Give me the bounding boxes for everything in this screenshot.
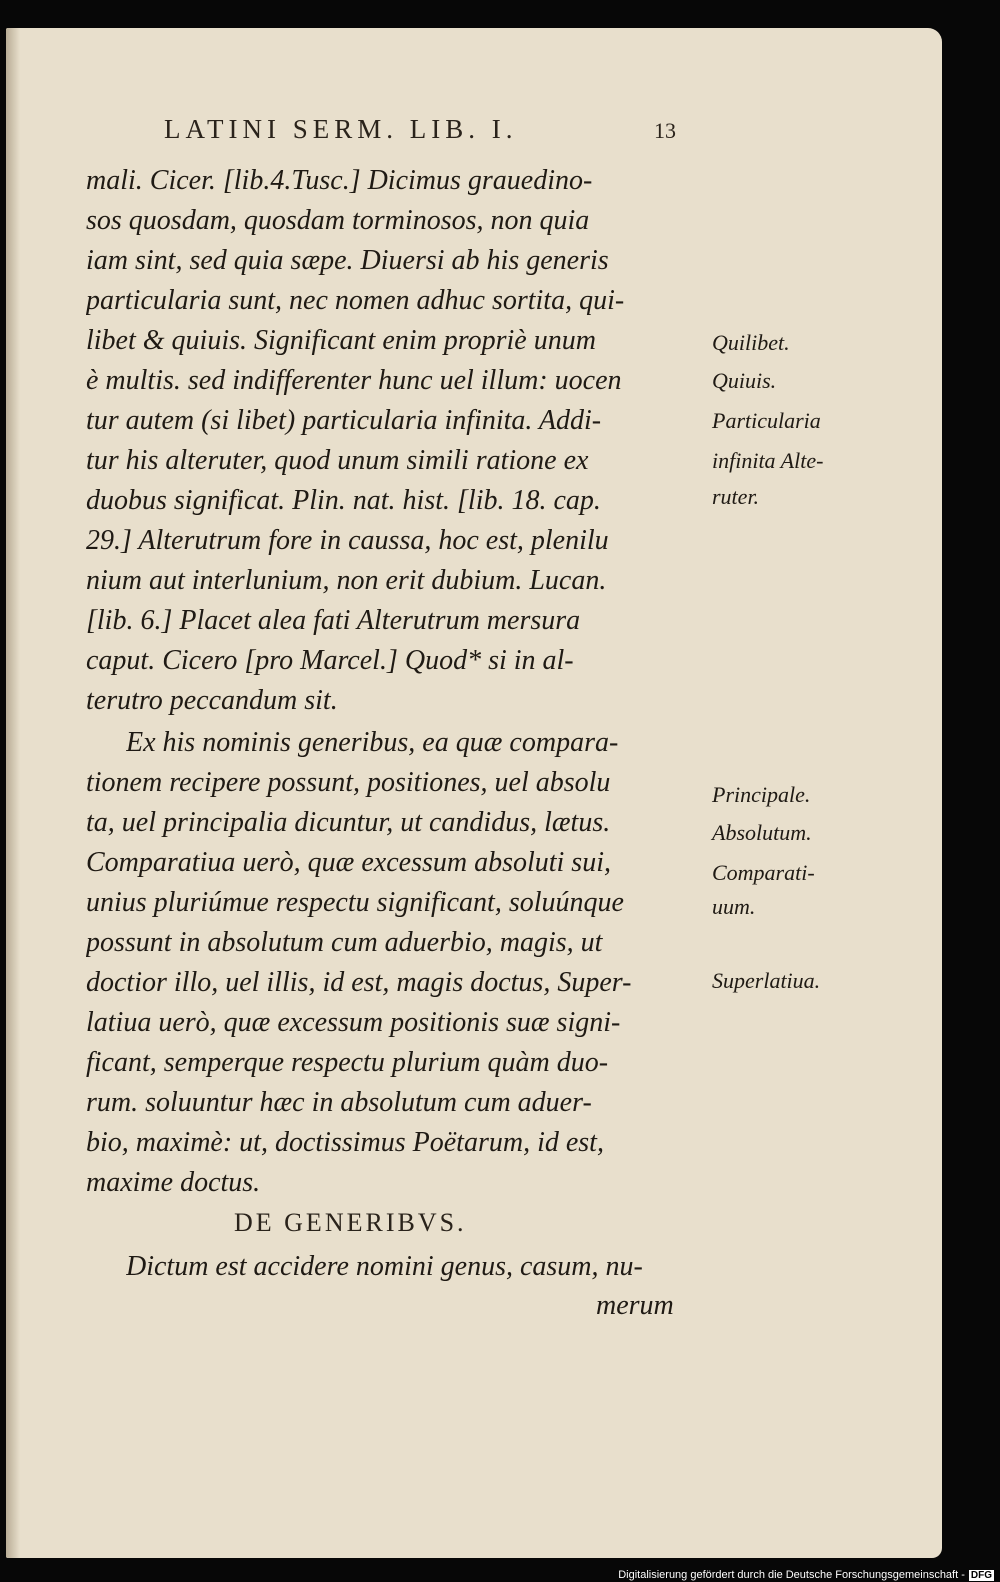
text-line: tur autem (si libet) particularia infinita. Addi- — [86, 405, 602, 436]
book-page — [6, 28, 942, 1558]
marginal-note: Absolutum. — [712, 820, 812, 845]
text-line: sos quosdam, quosdam torminosos, non quia — [86, 205, 590, 236]
marginal-note: Quilibet. — [712, 330, 790, 355]
text-line: ficant, semperque respectu plurium quàm duo- — [86, 1047, 609, 1078]
text-line: libet & quiuis. Significant enim propriè unum — [86, 325, 596, 356]
text-line: iam sint, sed quia sæpe. Diuersi ab his generis — [86, 245, 609, 276]
footer-text: Digitalisierung gefördert durch die Deutsche Forschungsgemeinschaft - — [618, 1569, 965, 1581]
dfg-logo: DFG — [970, 1570, 992, 1581]
digitization-footer — [618, 1569, 994, 1581]
text-line: caput. Cicero [pro Marcel.] Quod* si in al- — [86, 645, 574, 676]
running-title: LATINI SERM. LIB. I. — [164, 114, 518, 144]
text-line: tionem recipere possunt, positiones, uel absolu — [86, 767, 611, 798]
text-line: maxime doctus. — [86, 1167, 261, 1198]
marginal-note: ruter. — [712, 484, 760, 509]
text-line: ta, uel principalia dicuntur, ut candidus, lætus. — [86, 807, 611, 838]
marginal-note: Principale. — [712, 782, 811, 807]
text-line: è multis. sed indifferenter hunc uel illum: uocen — [86, 365, 622, 396]
folio-number: 13 — [654, 118, 676, 143]
text-line: particularia sunt, nec nomen adhuc sortita, qui- — [86, 285, 625, 316]
catchword: merum — [596, 1290, 674, 1321]
text-line: terutro peccandum sit. — [86, 685, 338, 716]
text-line: doctior illo, uel illis, id est, magis doctus, Super- — [86, 967, 632, 998]
text-line: duobus significat. Plin. nat. hist. [lib. 18. cap. — [86, 485, 601, 516]
text-line: Ex his nominis generibus, ea quæ compara- — [126, 727, 619, 758]
text-line: rum. soluuntur hæc in absolutum cum aduer- — [86, 1087, 592, 1118]
marginal-note: infinita Alte- — [712, 448, 824, 473]
section-heading: DE GENERIBVS. — [234, 1208, 467, 1237]
text-line: unius pluriúmue respectu significant, soluúnque — [86, 887, 624, 918]
text-line: nium aut interlunium, non erit dubium. Lucan. — [86, 565, 607, 596]
page-gutter-shadow — [6, 28, 20, 1558]
marginal-note: Particularia — [712, 408, 821, 433]
text-line: tur his alteruter, quod unum simili ratione ex — [86, 445, 589, 476]
text-line: [lib. 6.] Placet alea fati Alterutrum mersura — [86, 605, 581, 636]
text-line: Comparatiua uerò, quæ excessum absoluti sui, — [86, 847, 611, 878]
text-line: Dictum est accidere nomini genus, casum, nu- — [126, 1251, 643, 1282]
marginal-note: uum. — [712, 894, 756, 919]
text-line: mali. Cicer. [lib.4.Tusc.] Dicimus grauedino- — [86, 165, 593, 196]
text-line: bio, maximè: ut, doctissimus Poëtarum, id est, — [86, 1127, 604, 1158]
marginal-note: Superlatiua. — [712, 968, 821, 993]
text-line: latiua uerò, quæ excessum positionis suæ signi- — [86, 1007, 621, 1038]
text-line: 29.] Alterutrum fore in caussa, hoc est, plenilu — [86, 525, 609, 556]
text-line: possunt in absolutum cum aduerbio, magis, ut — [86, 927, 603, 958]
marginal-note: Quiuis. — [712, 368, 777, 393]
marginal-note: Comparati- — [712, 860, 815, 885]
